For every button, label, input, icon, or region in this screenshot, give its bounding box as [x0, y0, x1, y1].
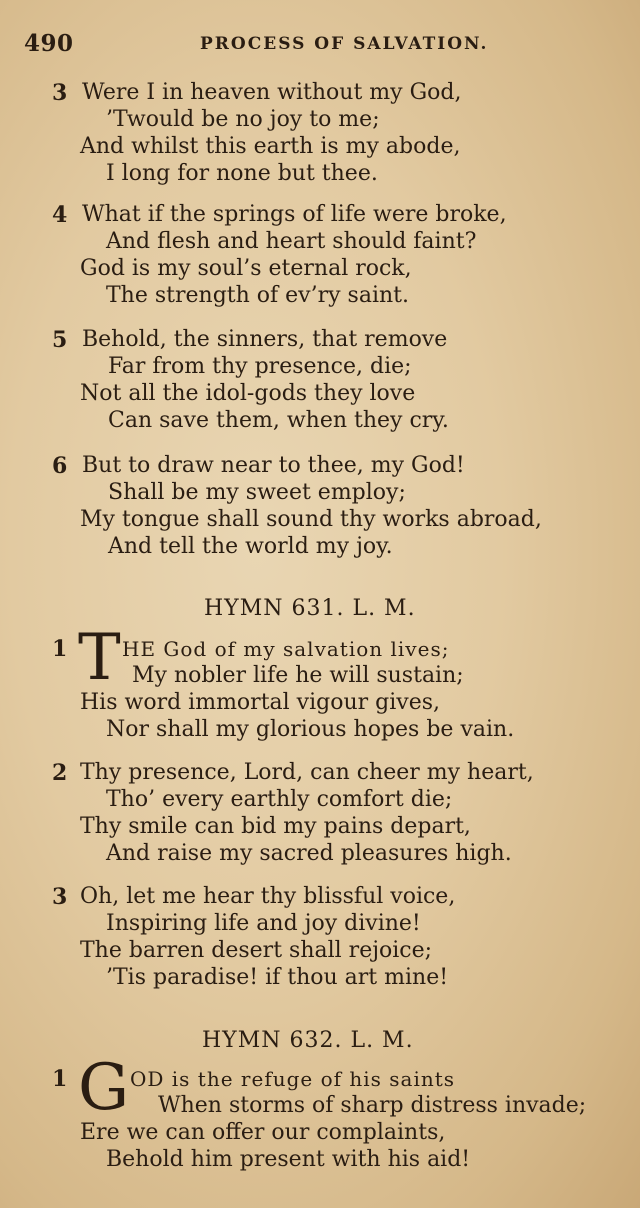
verse-line: My nobler life he will sustain;: [132, 663, 464, 688]
verse-line: And tell the world my joy.: [108, 534, 393, 559]
verse-line: Behold him present with his aid!: [106, 1147, 471, 1172]
verse-line: What if the springs of life were broke,: [82, 202, 507, 227]
verse-line: I long for none but thee.: [106, 161, 378, 186]
verse-line: Inspiring life and joy divine!: [106, 911, 421, 936]
verse-line: Tho’ every earthly comfort die;: [106, 787, 453, 812]
stanza-number: 3: [52, 884, 68, 910]
verse-line: ’Tis paradise! if thou art mine!: [106, 965, 449, 990]
verse-line: Behold, the sinners, that remove: [82, 327, 448, 352]
verse-line: When storms of sharp distress invade;: [158, 1093, 587, 1118]
hymn-title: HYMN 632. L. M.: [202, 1028, 414, 1053]
verse-line: ’Twould be no joy to me;: [106, 107, 380, 132]
verse-line: The strength of ev’ry saint.: [106, 283, 409, 308]
verse-line: God is my soul’s eternal rock,: [80, 256, 412, 281]
verse-line: His word immortal vigour gives,: [80, 690, 441, 715]
verse-line: The barren desert shall rejoice;: [80, 938, 433, 963]
verse-line: Thy smile can bid my pains depart,: [80, 814, 471, 839]
verse-line: Can save them, when they cry.: [108, 408, 449, 433]
verse-line: Not all the idol-gods they love: [80, 381, 416, 406]
verse-line: Were I in heaven without my God,: [82, 80, 462, 105]
verse-line: Shall be my sweet employ;: [108, 480, 406, 505]
stanza-number: 5: [52, 327, 68, 353]
verse-line: And raise my sacred pleasures high.: [106, 841, 512, 866]
verse-line: But to draw near to thee, my God!: [82, 453, 465, 478]
stanza-number: 1: [52, 1066, 68, 1092]
verse-line: Thy presence, Lord, can cheer my heart,: [80, 760, 534, 785]
verse-line: Ere we can offer our complaints,: [80, 1120, 446, 1145]
stanza-number: 1: [52, 636, 68, 662]
verse-line: Nor shall my glorious hopes be vain.: [106, 717, 515, 742]
hymn-title: HYMN 631. L. M.: [204, 596, 416, 621]
page-number: 490: [24, 30, 74, 57]
verse-line: My tongue shall sound thy works abroad,: [80, 507, 542, 532]
verse-line: And whilst this earth is my abode,: [80, 134, 461, 159]
stanza-number: 4: [52, 202, 68, 228]
page-header: [24, 30, 624, 60]
stanza-number: 3: [52, 80, 68, 106]
verse-line: Far from thy presence, die;: [108, 354, 412, 379]
verse-line: HE God of my salvation lives;: [122, 637, 450, 661]
verse-line: Oh, let me hear thy blissful voice,: [80, 884, 456, 909]
verse-line: And flesh and heart should faint?: [106, 229, 477, 254]
drop-cap: G: [78, 1051, 130, 1125]
verse-line: OD is the refuge of his saints: [130, 1067, 456, 1091]
stanza-number: 2: [52, 760, 68, 786]
drop-cap: T: [78, 621, 121, 695]
running-title: PROCESS OF SALVATION.: [200, 34, 489, 54]
stanza-number: 6: [52, 453, 68, 479]
